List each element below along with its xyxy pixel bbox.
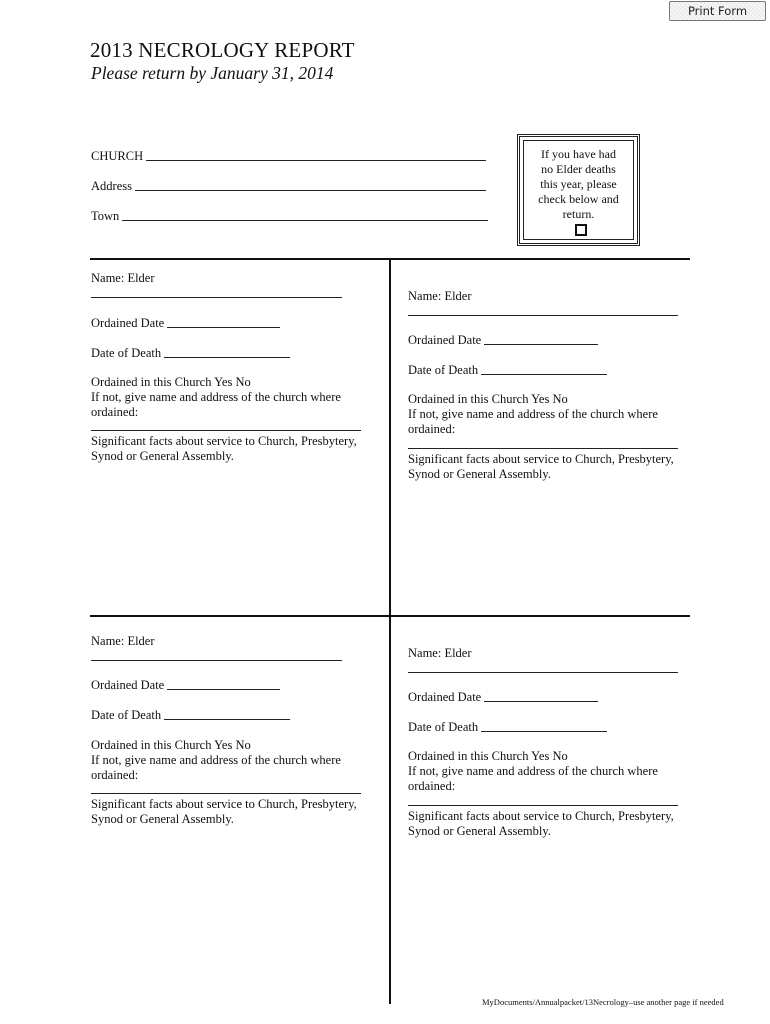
elder2-if-not-1: If not, give name and address of the church where <box>408 407 658 421</box>
print-form-button[interactable]: Print Form <box>669 1 766 21</box>
elder3-if-not-2: ordained: <box>91 768 139 782</box>
elder2-death-label: Date of Death <box>408 363 479 377</box>
elder2-facts-2: Synod or General Assembly. <box>408 467 551 481</box>
elder2-death-field[interactable] <box>481 374 607 375</box>
notice-line: check below and <box>538 192 619 206</box>
notice-line: this year, please <box>540 177 617 191</box>
elder3-church-field[interactable] <box>91 793 361 794</box>
elder4-church-field[interactable] <box>408 805 678 806</box>
divider-top-left <box>90 258 390 260</box>
elder3-if-not-1: If not, give name and address of the church where <box>91 753 341 767</box>
notice-line: no Elder deaths <box>541 162 616 176</box>
divider-top-right <box>390 258 690 260</box>
elder3-ordained-field[interactable] <box>167 689 280 690</box>
elder4-death-field[interactable] <box>481 731 607 732</box>
elder1-church-field[interactable] <box>91 430 361 431</box>
elder2-facts-1: Significant facts about service to Church, Presbytery, <box>408 452 674 466</box>
elder1-ordained-here: Ordained in this Church Yes No <box>91 375 251 389</box>
notice-line: return. <box>562 207 595 221</box>
elder3-death-field[interactable] <box>164 719 290 720</box>
elder2-church-field[interactable] <box>408 448 678 449</box>
elder3-name-field[interactable] <box>91 660 342 661</box>
town-field[interactable] <box>122 220 488 221</box>
elder2-ordained-here: Ordained in this Church Yes No <box>408 392 568 406</box>
elder4-ordained-field[interactable] <box>484 701 598 702</box>
elder3-death-label: Date of Death <box>91 708 162 722</box>
no-deaths-notice-text <box>525 147 632 222</box>
report-title: 2013 NECROLOGY REPORT <box>90 38 355 62</box>
divider-vertical <box>389 258 391 1004</box>
elder2-ordained-field[interactable] <box>484 344 598 345</box>
elder4-ordained-label: Ordained Date <box>408 690 482 704</box>
elder3-name-label: Name: Elder <box>91 634 155 648</box>
elder3-facts-1: Significant facts about service to Church, Presbytery, <box>91 797 357 811</box>
notice-line: If you have had <box>541 147 616 161</box>
elder1-if-not-1: If not, give name and address of the church where <box>91 390 341 404</box>
no-deaths-checkbox[interactable] <box>575 224 587 236</box>
elder2-name-field[interactable] <box>408 315 678 316</box>
elder2-ordained-label: Ordained Date <box>408 333 482 347</box>
elder3-ordained-label: Ordained Date <box>91 678 165 692</box>
address-label: Address <box>91 179 132 193</box>
elder2-if-not-2: ordained: <box>408 422 456 436</box>
elder3-facts-2: Synod or General Assembly. <box>91 812 234 826</box>
elder4-facts-1: Significant facts about service to Church, Presbytery, <box>408 809 674 823</box>
footer-path: MyDocuments/Annualpacket/13Necrology–use another page if needed <box>482 997 724 1007</box>
elder1-death-field[interactable] <box>164 357 290 358</box>
church-label: CHURCH <box>91 149 144 163</box>
elder4-ordained-here: Ordained in this Church Yes No <box>408 749 568 763</box>
elder1-death-label: Date of Death <box>91 346 162 360</box>
elder3-ordained-here: Ordained in this Church Yes No <box>91 738 251 752</box>
return-deadline: Please return by January 31, 2014 <box>91 63 334 83</box>
elder4-name-label: Name: Elder <box>408 646 472 660</box>
elder4-death-label: Date of Death <box>408 720 479 734</box>
elder1-name-field[interactable] <box>91 297 342 298</box>
elder1-name-label: Name: Elder <box>91 271 155 285</box>
church-field[interactable] <box>146 160 486 161</box>
divider-middle-left <box>90 615 390 617</box>
elder4-facts-2: Synod or General Assembly. <box>408 824 551 838</box>
elder4-name-field[interactable] <box>408 672 678 673</box>
elder2-name-label: Name: Elder <box>408 289 472 303</box>
elder1-ordained-label: Ordained Date <box>91 316 165 330</box>
address-field[interactable] <box>135 190 486 191</box>
elder4-if-not-2: ordained: <box>408 779 456 793</box>
elder1-if-not-2: ordained: <box>91 405 139 419</box>
elder4-if-not-1: If not, give name and address of the church where <box>408 764 658 778</box>
divider-middle-right <box>390 615 690 617</box>
town-label: Town <box>91 209 120 223</box>
elder1-facts-1: Significant facts about service to Church, Presbytery, <box>91 434 357 448</box>
elder1-ordained-field[interactable] <box>167 327 280 328</box>
elder1-facts-2: Synod or General Assembly. <box>91 449 234 463</box>
